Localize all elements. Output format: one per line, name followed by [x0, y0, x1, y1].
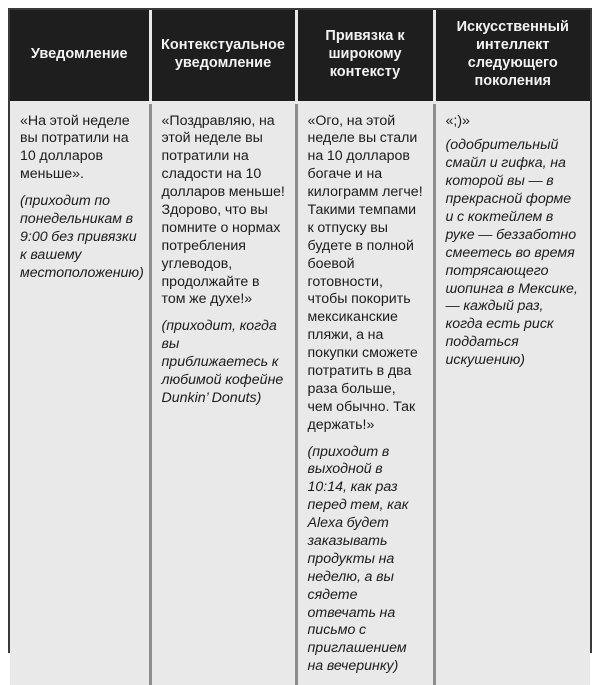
table-row [10, 102, 590, 685]
column-header-contextual-notification: Контекстуальное уведомление [150, 10, 296, 102]
table-header-row [10, 10, 590, 102]
comparison-table-container [8, 8, 592, 675]
next-gen-ai-quote-text: «;)» [445, 112, 470, 129]
next-gen-ai-note-text: (одобрительный смайл и гифка, на которой вы — в прекрасной форме и с коктейлем в руке — беззаботно смеетесь во время потрясающего шопинга в Мексике, — каждый раз, когда есть риск поддаться искушению) [445, 137, 578, 369]
column-header-next-gen-ai: Искусственный интеллект следующего поколения [434, 10, 590, 102]
column-header-broad-context-binding: Привязка к широкому контексту [296, 10, 434, 102]
column-header-notification: Уведомление [10, 10, 150, 102]
contextual-notification-note-text: (приходит, когда вы приближаетесь к любимой кофейне Dunkin’ Donuts) [161, 318, 284, 406]
broad-context-binding-note-text: (приходит в выходной в 10:14, как раз перед тем, как Alexa будет заказывать продукты на неделю, а вы сядете отвечать на письмо с приглашением на вечеринку) [307, 443, 409, 675]
broad-context-binding-quote-text: «Ого, на этой неделе вы стали на 10 долларов богаче и на килограмм легче! Такими темпами к отпуску вы будете в полной боевой готовности, чтобы покорить мексиканские пляжи, а на покупки сможете потратить в два раза больше, чем обычно. Так держать!» [307, 112, 423, 433]
notification-note-text: (приходит по понедельникам в 9:00 без привязки к вашему местоположению) [20, 193, 144, 281]
notification-quote-text: «На этой неделе вы потратили на 10 долларов меньше». [20, 112, 130, 183]
cell-contextual-notification [150, 102, 296, 685]
comparison-table [10, 10, 590, 685]
table-body [10, 102, 590, 685]
table-header-row-group [10, 10, 590, 102]
cell-broad-context-binding [296, 102, 434, 685]
cell-notification [10, 102, 150, 685]
cell-next-gen-ai [434, 102, 590, 685]
contextual-notification-quote-text: «Поздравляю, на этой неделе вы потратили на сладости на 10 долларов меньше! Здорово, что вы помните о нормах потребления углеводов, продолжайте в том же духе!» [161, 112, 285, 308]
